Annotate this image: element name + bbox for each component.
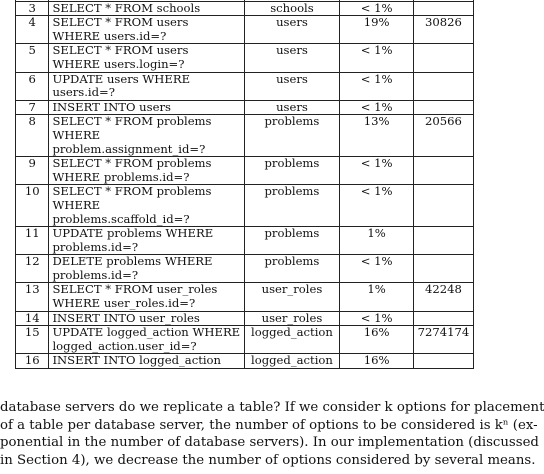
percentage-cell: < 1% xyxy=(340,311,414,326)
row-count-cell xyxy=(413,354,473,369)
query-text-line: problems.id=? xyxy=(52,239,139,254)
percentage-cell: 19% xyxy=(340,16,414,44)
percentage-cell: < 1% xyxy=(340,100,414,115)
query-number-cell: 4 xyxy=(16,16,49,44)
query-text-cell xyxy=(49,157,244,185)
query-text-cell xyxy=(49,1,244,16)
query-text-line: UPDATE problems WHERE xyxy=(52,226,214,241)
table-name-cell: problems xyxy=(244,185,340,227)
table-name-cell: logged_action xyxy=(244,326,340,354)
query-text-line: logged_action.user_id=? xyxy=(52,338,197,353)
query-text-line: WHERE users.login=? xyxy=(52,56,185,71)
percentage-cell: < 1% xyxy=(340,72,414,100)
query-text-cell xyxy=(49,16,244,44)
query-text-line: SELECT * FROM user_roles xyxy=(52,282,218,297)
query-number-cell: 12 xyxy=(16,255,49,283)
table-row xyxy=(16,255,474,283)
query-text-line: INSERT INTO user_roles xyxy=(52,310,200,325)
query-text-line: WHERE problems.id=? xyxy=(52,169,190,184)
table-name-cell: problems xyxy=(244,255,340,283)
table-name-cell: users xyxy=(244,44,340,72)
query-number-cell: 14 xyxy=(16,311,49,326)
table-name-cell: problems xyxy=(244,157,340,185)
paragraph-line: database servers do we replicate a table? If we consider k options for placement xyxy=(0,400,544,415)
table-name-cell: users xyxy=(244,16,340,44)
table-row xyxy=(16,115,474,157)
table-row xyxy=(16,157,474,185)
query-number-cell: 6 xyxy=(16,72,49,100)
table-row xyxy=(16,100,474,115)
table-name-cell: problems xyxy=(244,227,340,255)
paragraph-line: ponential in the number of database servers). In our implementation (discussed xyxy=(0,435,539,451)
query-number-cell: 11 xyxy=(16,227,49,255)
row-count-cell xyxy=(413,311,473,326)
query-text-line: WHERE users.id=? xyxy=(52,28,167,43)
query-text-cell xyxy=(49,227,244,255)
table-row xyxy=(16,283,474,311)
row-count-cell xyxy=(413,157,473,185)
body-paragraph xyxy=(0,399,544,469)
query-text-cell xyxy=(49,72,244,100)
query-text-line: WHERE problem.assignment_id=? xyxy=(52,127,206,156)
query-text-cell xyxy=(49,100,244,115)
table-name-cell: problems xyxy=(244,115,340,157)
query-text-line: INSERT INTO users xyxy=(52,99,171,114)
percentage-cell: < 1% xyxy=(340,255,414,283)
query-text-line: users.id=? xyxy=(52,85,115,100)
query-text-line: SELECT * FROM problems xyxy=(52,184,212,199)
query-text-cell xyxy=(49,255,244,283)
table-name-cell: user_roles xyxy=(244,283,340,311)
row-count-cell xyxy=(413,185,473,227)
percentage-cell: < 1% xyxy=(340,1,414,16)
table-name-cell: logged_action xyxy=(244,354,340,369)
table-row xyxy=(16,326,474,354)
percentage-cell: 16% xyxy=(340,354,414,369)
query-number-cell: 8 xyxy=(16,115,49,157)
row-count-cell xyxy=(413,72,473,100)
query-number-cell: 15 xyxy=(16,326,49,354)
table-row xyxy=(16,1,474,16)
paragraph-line: of a table per database server, the number of options to be considered is kⁿ (ex- xyxy=(0,417,538,433)
query-text-line: UPDATE users WHERE xyxy=(52,71,191,86)
table-name-cell: users xyxy=(244,72,340,100)
table-name-cell: schools xyxy=(244,1,340,16)
query-number-cell: 3 xyxy=(16,1,49,16)
row-count-cell xyxy=(413,227,473,255)
table-row xyxy=(16,311,474,326)
row-count-cell: 42248 xyxy=(413,283,473,311)
query-text-cell xyxy=(49,185,244,227)
query-text-line: WHERE user_roles.id=? xyxy=(52,296,196,311)
query-number-cell: 9 xyxy=(16,157,49,185)
percentage-cell: 13% xyxy=(340,115,414,157)
query-text-line: SELECT * FROM problems xyxy=(52,156,212,171)
row-count-cell xyxy=(413,44,473,72)
query-text-cell xyxy=(49,326,244,354)
query-text-line: DELETE problems WHERE xyxy=(52,254,213,269)
table-row xyxy=(16,72,474,100)
percentage-cell: < 1% xyxy=(340,44,414,72)
query-text-cell xyxy=(49,354,244,369)
row-count-cell: 20566 xyxy=(413,115,473,157)
query-number-cell: 13 xyxy=(16,283,49,311)
table-row xyxy=(16,44,474,72)
percentage-cell: 1% xyxy=(340,227,414,255)
table-row xyxy=(16,354,474,369)
table-row xyxy=(16,16,474,44)
table-row xyxy=(16,227,474,255)
query-number-cell: 16 xyxy=(16,354,49,369)
row-count-cell xyxy=(413,255,473,283)
row-count-cell xyxy=(413,1,473,16)
query-table xyxy=(15,0,474,369)
query-number-cell: 10 xyxy=(16,185,49,227)
table-name-cell: users xyxy=(244,100,340,115)
row-count-cell: 7274174 xyxy=(413,326,473,354)
query-text-cell xyxy=(49,115,244,157)
query-number-cell: 5 xyxy=(16,44,49,72)
table-row xyxy=(16,185,474,227)
query-text-cell xyxy=(49,311,244,326)
table-name-cell: user_roles xyxy=(244,311,340,326)
query-text-line: SELECT * FROM users xyxy=(52,15,189,30)
row-count-cell xyxy=(413,100,473,115)
row-count-cell: 30826 xyxy=(413,16,473,44)
query-text-line: SELECT * FROM schools xyxy=(52,0,201,15)
query-text-line: UPDATE logged_action WHERE xyxy=(52,325,241,340)
paragraph-line: in Section 4), we decrease the number of options considered by several means. xyxy=(0,452,536,468)
percentage-cell: 16% xyxy=(340,326,414,354)
query-text-cell xyxy=(49,44,244,72)
query-text-line: SELECT * FROM problems xyxy=(52,114,212,129)
query-text-line: INSERT INTO logged_action xyxy=(52,353,222,368)
percentage-cell: 1% xyxy=(340,283,414,311)
query-text-cell xyxy=(49,283,244,311)
query-number-cell: 7 xyxy=(16,100,49,115)
percentage-cell: < 1% xyxy=(340,157,414,185)
percentage-cell: < 1% xyxy=(340,185,414,227)
query-text-line: WHERE problems.scaffold_id=? xyxy=(52,197,190,226)
query-text-line: problems.id=? xyxy=(52,267,139,282)
query-text-line: SELECT * FROM users xyxy=(52,43,189,58)
